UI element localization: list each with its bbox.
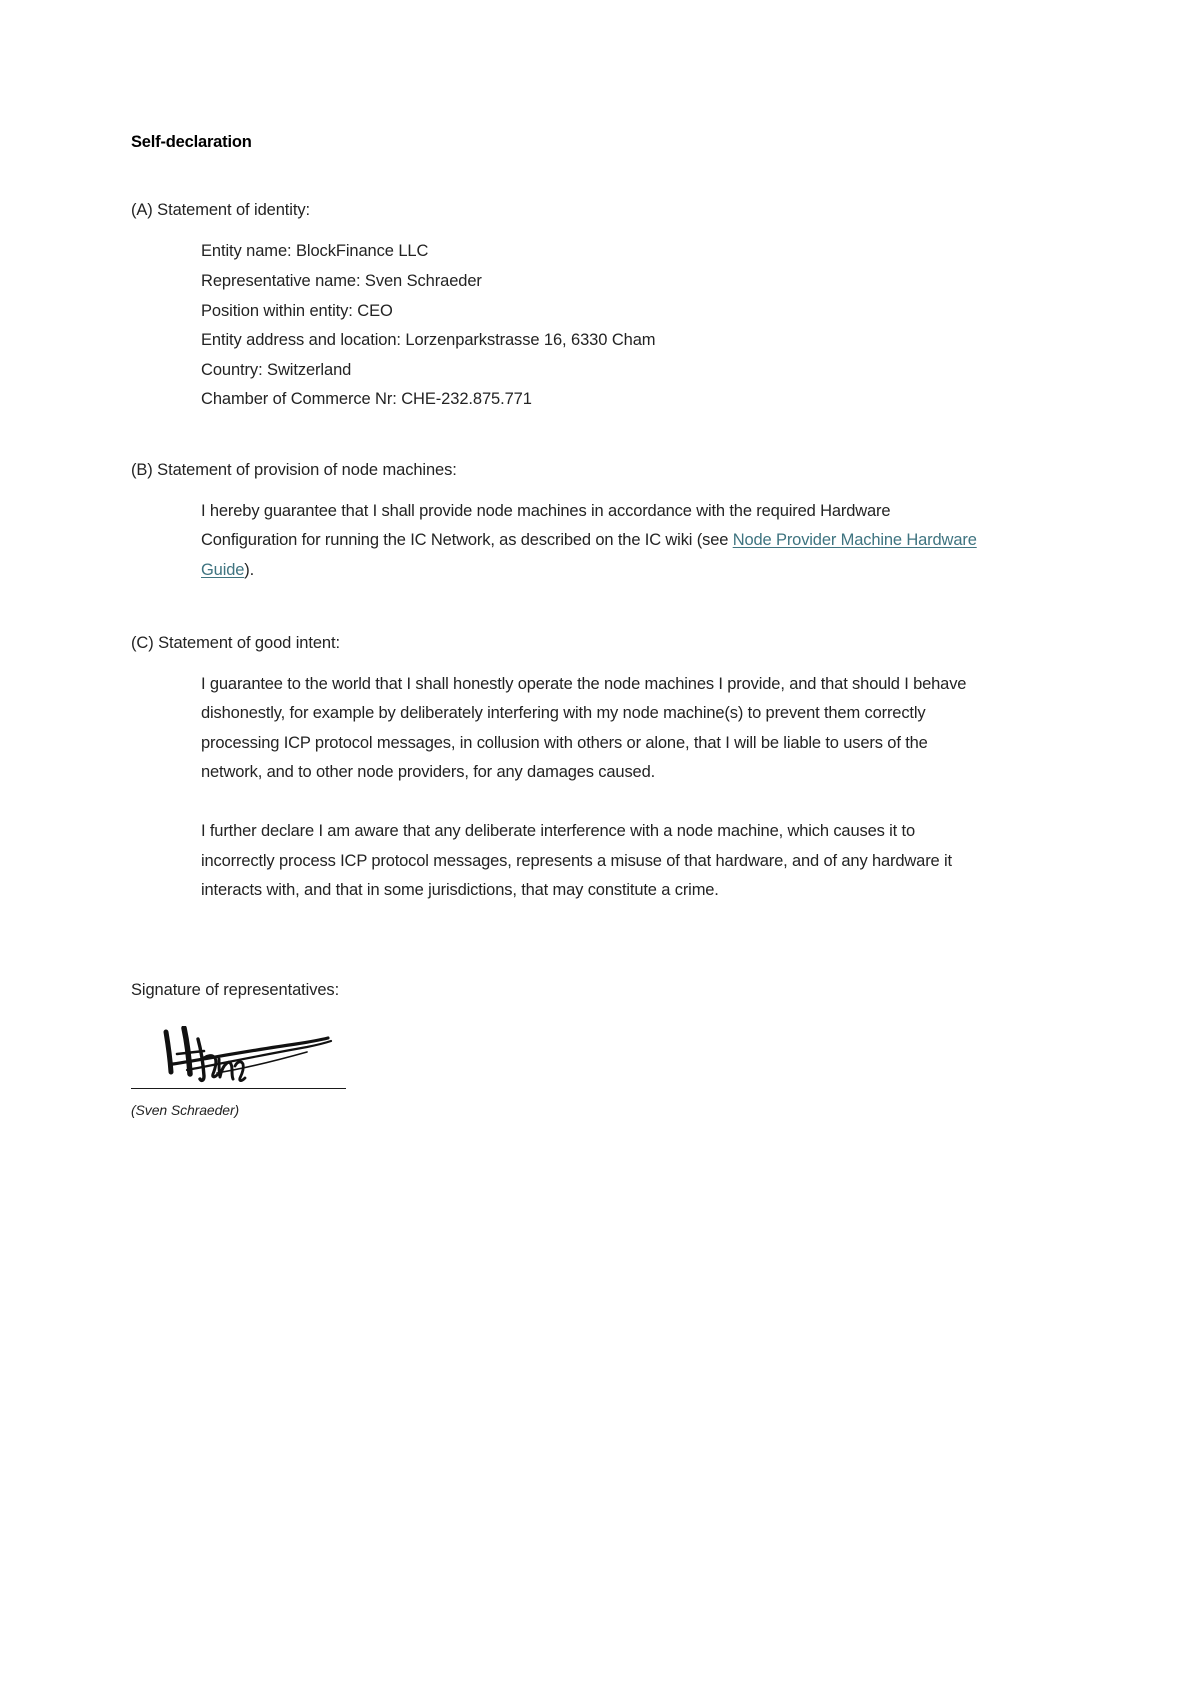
signature-line <box>131 1088 346 1089</box>
section-c-heading: (C) Statement of good intent: <box>131 633 340 652</box>
page-title: Self-declaration <box>131 133 252 151</box>
handwritten-signature-icon <box>157 1026 357 1092</box>
signature-label: Signature of representatives: <box>131 980 340 999</box>
node-provider-hardware-guide-link[interactable]: Node Provider Machine Hardware Guide <box>201 531 977 580</box>
section-statement-of-identity <box>131 199 991 414</box>
signature-block <box>131 1032 391 1122</box>
section-c-paragraph-2: I further declare I am aware that any deliberate interference with a node machine, which causes it to incorrectly process ICP protocol messages, represents a misuse of that hardware, and of any hardware it interacts with, and that in some jurisdictions, that may constitute a crime. <box>201 821 952 900</box>
field-country: Country: Switzerland <box>201 360 352 379</box>
field-representative-name: Representative name: Sven Schraeder <box>201 271 482 290</box>
section-b-text-after-link: ). <box>244 561 255 580</box>
field-position-within-entity: Position within entity: CEO <box>201 301 393 320</box>
section-statement-of-provision <box>131 459 991 586</box>
section-b-text-before-link: I hereby guarantee that I shall provide node machines in accordance with the required Hardware Configuration for running the IC Network, as described on the IC wiki (see <box>201 501 891 550</box>
section-b-heading: (B) Statement of provision of node machines: <box>131 460 457 479</box>
signature-caption: (Sven Schraeder) <box>131 1101 240 1118</box>
section-c-body <box>201 670 991 906</box>
field-entity-address: Entity address and location: Lorzenparkstrasse 16, 6330 Cham <box>201 331 656 350</box>
identity-field-list <box>201 237 991 415</box>
section-statement-of-good-intent <box>131 632 991 906</box>
section-b-paragraph <box>201 497 991 586</box>
section-a-heading: (A) Statement of identity: <box>131 201 310 220</box>
field-entity-name: Entity name: BlockFinance LLC <box>201 242 429 261</box>
document-content <box>131 132 991 1122</box>
signature-section <box>131 979 991 1122</box>
section-c-paragraph-1: I guarantee to the world that I shall honestly operate the node machines I provide, and that should I behave dishonestly, for example by deliberately interfering with my node machine(s) to prevent them correctly processing ICP protocol messages, in collusion with others or alone, that I will be liable to users of the network, and to other node providers, for any damages caused. <box>201 674 967 782</box>
field-chamber-of-commerce-nr: Chamber of Commerce Nr: CHE-232.875.771 <box>201 390 532 409</box>
section-b-body <box>201 497 991 586</box>
